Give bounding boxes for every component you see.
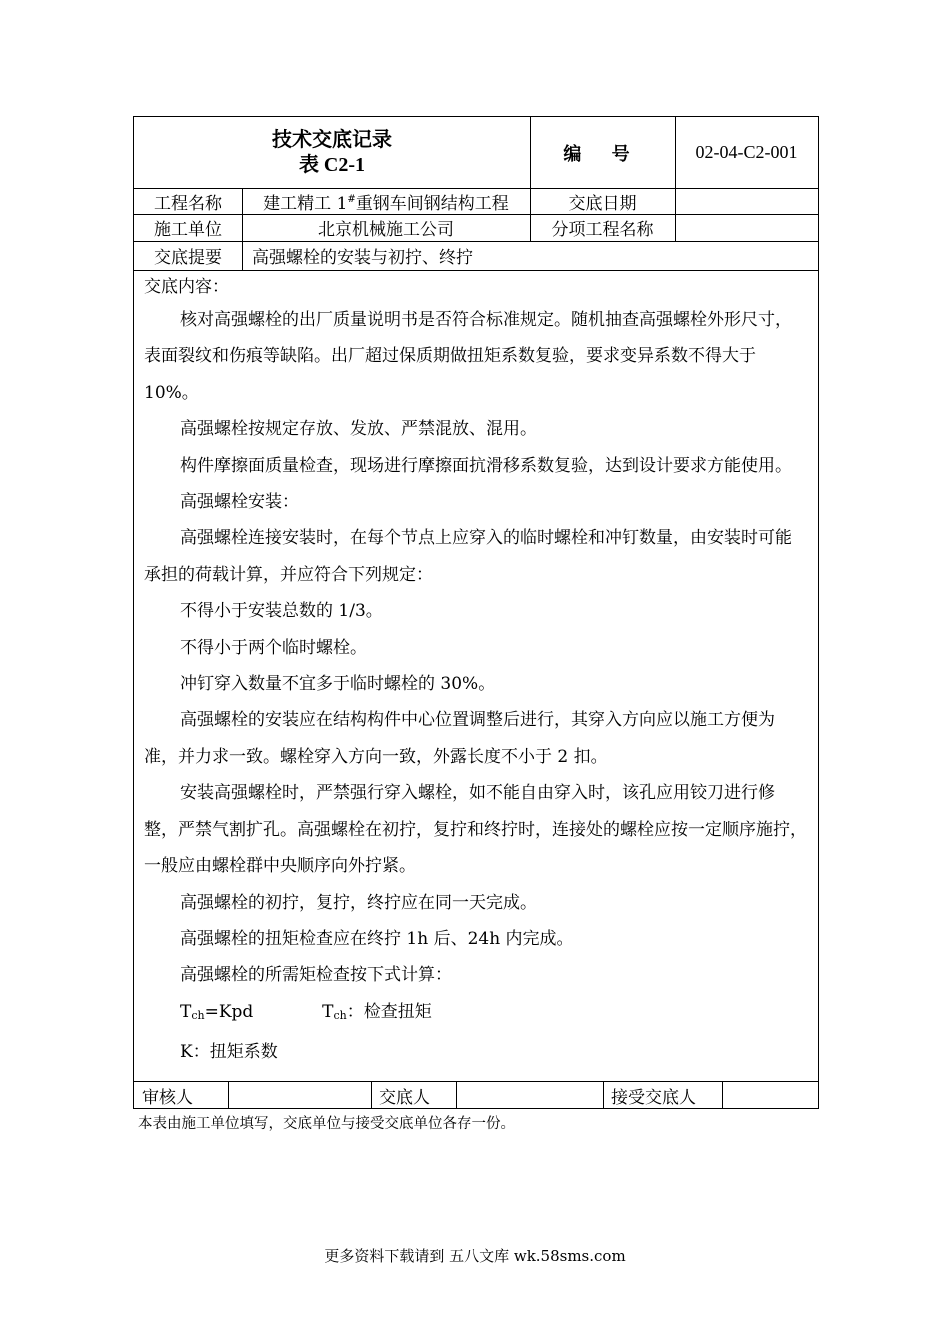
unit-label: 施工单位 (154, 220, 222, 240)
subproject-value-cell[interactable] (675, 214, 819, 242)
discloser-value-cell[interactable] (456, 1081, 604, 1109)
document-title: 技术交底记录 (272, 128, 392, 151)
paragraph-2: 高强螺栓按规定存放、发放、严禁混放、混用。 (180, 419, 537, 440)
signature-row (133, 1081, 819, 1109)
summary-value-cell (242, 241, 819, 271)
receiver-value-cell[interactable] (722, 1081, 819, 1109)
paragraph-10: 安装高强螺栓时，严禁强行穿入螺栓，如不能自由穿入时，该孔应用铰刀进行修整，严禁气割扩孔。高强螺栓在初拧，复拧和终拧时，连接处的螺栓应按一定顺序施拧，一般应由螺栓群中央顺序向外拧紧。 (144, 783, 807, 877)
reviewer-label-cell (133, 1081, 229, 1109)
unit-value-cell (242, 214, 531, 242)
paragraph-5: 高强螺栓连接安装时，在每个节点上应穿入的临时螺栓和冲钉数量，由安装时可能承担的荷载计算，并应符合下列规定： (144, 528, 792, 585)
project-name-value: 建工精工 1#重钢车间钢结构工程 (263, 193, 509, 214)
paragraph-11: 高强螺栓的初拧，复拧，终拧应在同一天完成。 (180, 892, 537, 913)
date-label: 交底日期 (568, 193, 637, 214)
date-label-cell (530, 188, 676, 215)
paragraph-3: 构件摩擦面质量检查，现场进行摩擦面抗滑移系数复验，达到设计要求方能使用。 (180, 455, 792, 476)
formula: Tch=Kpd (180, 1001, 254, 1022)
number-value: 02-04-C2-001 (695, 142, 798, 162)
paragraph-9: 高强螺栓的安装应在结构构件中心位置调整后进行，其穿入方向应以施工方便为准，并力求一致。螺栓穿入方向一致，外露长度不小于 2 扣。 (144, 710, 775, 767)
paragraph-1: 核对高强螺栓的出厂质量说明书是否符合标准规定。随机抽查高强螺栓外形尺寸，表面裂纹和伤痕等缺陷。出厂超过保质期做扭矩系数复验，要求变异系数不得大于 10%。 (144, 310, 792, 403)
header-row (133, 116, 819, 189)
paragraph-12: 高强螺栓的扭矩检查应在终拧 1h 后、24h 内完成。 (180, 928, 574, 949)
discloser-label: 交底人 (379, 1087, 430, 1108)
project-row (133, 188, 819, 215)
form-note: 本表由施工单位填写，交底单位与接受交底单位各存一份。 (138, 1116, 515, 1132)
number-value-cell (675, 116, 819, 189)
form-code: 表 C2-1 (298, 153, 366, 176)
project-name-label-cell (133, 188, 243, 215)
formula-definition: Tch：检查扭矩 (322, 1001, 432, 1022)
subproject-label: 分项工程名称 (551, 220, 654, 240)
project-name-value-cell (242, 188, 531, 215)
unit-row (133, 214, 819, 242)
receiver-label-cell (603, 1081, 723, 1109)
summary-value: 高强螺栓的安装与初拧、终拧 (252, 248, 473, 268)
k-definition: K：扭矩系数 (180, 1042, 278, 1063)
project-name-label: 工程名称 (154, 193, 222, 214)
paragraph-8: 冲钉穿入数量不宜多于临时螺栓的 30%。 (180, 674, 496, 695)
unit-label-cell (133, 214, 243, 242)
paragraph-6: 不得小于安装总数的 1/3。 (180, 601, 383, 622)
discloser-label-cell (371, 1081, 457, 1109)
reviewer-value-cell[interactable] (228, 1081, 372, 1109)
unit-value: 北京机械施工公司 (318, 220, 454, 240)
disclosure-content (133, 270, 819, 1082)
date-value-cell[interactable] (675, 188, 819, 215)
summary-row (133, 241, 819, 271)
number-label-cell (530, 116, 676, 189)
number-label: 编 号 (563, 143, 642, 165)
formula-line (144, 994, 808, 1034)
subproject-label-cell (530, 214, 676, 242)
reviewer-label: 审核人 (142, 1087, 193, 1108)
receiver-label: 接受交底人 (611, 1087, 696, 1108)
summary-label: 交底提要 (154, 248, 222, 268)
title-cell (133, 116, 531, 189)
footer-download-link[interactable]: 更多资料下载请到 五八文库 wk.58sms.com (324, 1247, 626, 1265)
paragraph-7: 不得小于两个临时螺栓。 (180, 637, 367, 658)
content-label: 交底内容： (144, 277, 229, 297)
paragraph-4: 高强螺栓安装： (180, 492, 299, 513)
summary-label-cell (133, 241, 243, 271)
paragraph-13: 高强螺栓的所需矩检查按下式计算： (180, 965, 452, 986)
